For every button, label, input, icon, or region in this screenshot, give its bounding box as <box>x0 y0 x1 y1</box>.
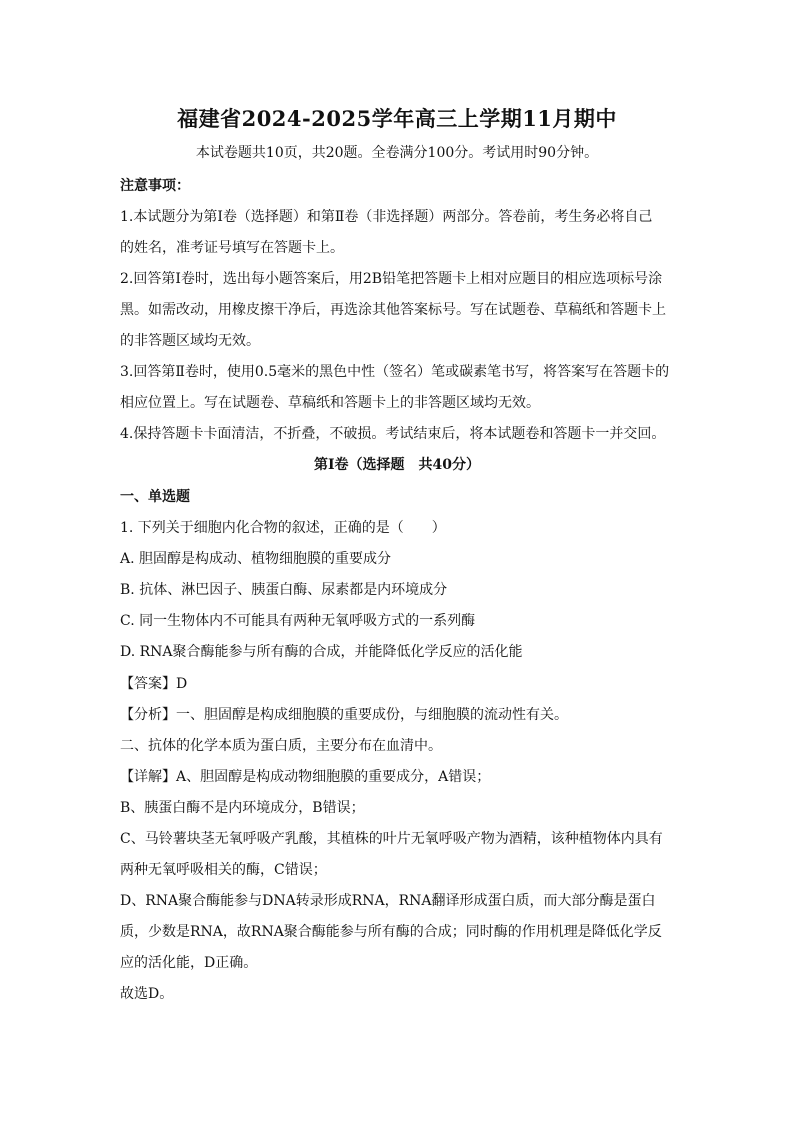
detail-line: D、RNA聚合酶能参与DNA转录形成RNA，RNA翻译形成蛋白质，而大部分酶是蛋白 <box>120 893 656 909</box>
detail-line: B、胰蛋白酶不是内环境成分，B错误； <box>120 800 365 816</box>
option-b: B. 抗体、淋巴因子、胰蛋白酶、尿素都是内环境成分 <box>120 582 448 598</box>
detail-line: 质，少数是RNA，故RNA聚合酶能参与所有酶的合成；同时酶的作用机理是降低化学反 <box>120 924 662 940</box>
exam-info: 本试卷题共10页，共20题。全卷满分100分。考试用时90分钟。 <box>195 145 599 161</box>
option-d: D. RNA聚合酶能参与所有酶的合成，并能降低化学反应的活化能 <box>120 644 523 660</box>
notice-line: 1.本试题分为第Ⅰ卷（选择题）和第Ⅱ卷（非选择题）两部分。答卷前，考生务必将自己 <box>120 209 653 225</box>
page-title: 福建省2024-2025学年高三上学期11月期中 <box>177 106 617 131</box>
detail-line: 应的活化能，D正确。 <box>120 955 258 971</box>
detail-line: 【详解】A、胆固醇是构成动物细胞膜的重要成分，A错误； <box>120 769 491 785</box>
detail-line: C、马铃薯块茎无氧呼吸产乳酸，其植株的叶片无氧呼吸产物为酒精，该种植物体内具有 <box>120 831 663 847</box>
detail-line: 故选D。 <box>120 986 174 1002</box>
analysis-line: 二、抗体的化学本质为蛋白质，主要分布在血清中。 <box>120 738 442 754</box>
notice-line: 的姓名，准考证号填写在答题卡上。 <box>120 240 344 256</box>
question-stem: 1. 下列关于细胞内化合物的叙述，正确的是（ ） <box>120 520 446 536</box>
notice-heading: 注意事项： <box>120 178 190 194</box>
option-c: C. 同一生物体内不可能具有两种无氧呼吸方式的一系列酶 <box>120 613 476 629</box>
notice-line: 黑。如需改动，用橡皮擦干净后，再选涂其他答案标号。写在试题卷、草稿纸和答题卡上 <box>120 302 666 318</box>
part-heading: 一、单选题 <box>120 489 190 505</box>
detail-line: 两种无氧呼吸相关的酶，C错误； <box>120 862 327 878</box>
notice-line: 2.回答第Ⅰ卷时，选出每小题答案后，用2B铅笔把答题卡上相对应题目的相应选项标号涂 <box>120 271 663 287</box>
notice-line: 4.保持答题卡卡面清洁，不折叠，不破损。考试结束后，将本试题卷和答题卡一并交回。 <box>120 426 666 442</box>
notice-line: 相应位置上。写在试题卷、草稿纸和答题卡上的非答题区域均无效。 <box>120 395 540 411</box>
notice-line: 3.回答第Ⅱ卷时，使用0.5毫米的黑色中性（签名）笔或碳素笔书写，将答案写在答题卡的 <box>120 364 670 380</box>
section-title: 第Ⅰ卷（选择题 共40分） <box>313 457 481 473</box>
analysis-line: 【分析】一、胆固醇是构成细胞膜的重要成份，与细胞膜的流动性有关。 <box>120 707 568 723</box>
answer: 【答案】D <box>120 676 188 692</box>
option-a: A. 胆固醇是构成动、植物细胞膜的重要成分 <box>120 551 392 567</box>
notice-line: 的非答题区域均无效。 <box>120 333 260 349</box>
